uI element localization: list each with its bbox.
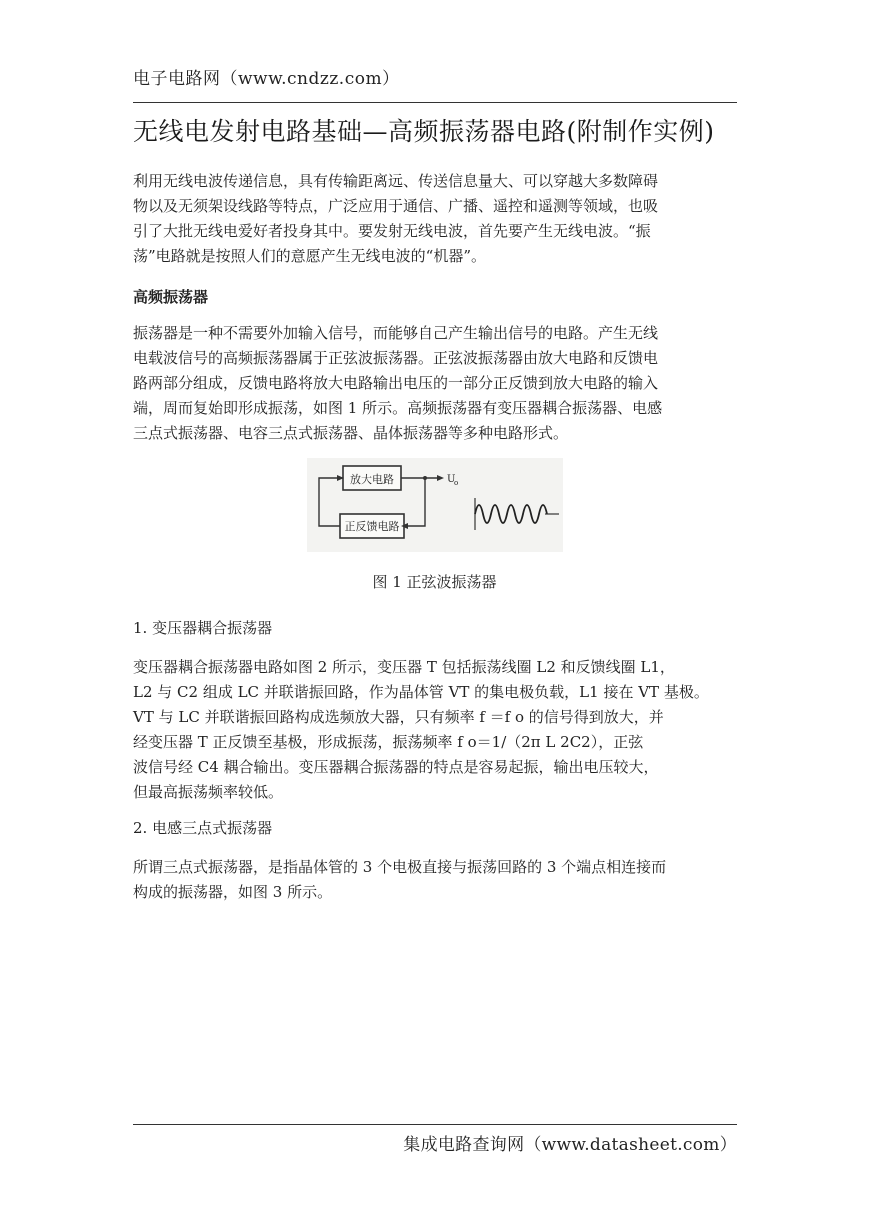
sub1-line: 波信号经 C4 耦合输出。变压器耦合振荡器的特点是容易起振，输出电压较大， xyxy=(133,758,659,776)
section-line: 三点式振荡器、电容三点式振荡器、晶体振荡器等多种电路形式。 xyxy=(133,424,569,442)
section-heading: 高频振荡器 xyxy=(133,288,209,306)
oscillator-diagram xyxy=(307,458,563,552)
sub1-line: 经变压器 T 正反馈至基极，形成振荡，振荡频率 f o＝1/（2π L 2C2），正弦 xyxy=(133,733,644,751)
page-title: 无线电发射电路基础—高频振荡器电路(附制作实例) xyxy=(133,117,715,146)
section-line: 振荡器是一种不需要外加输入信号，而能够自己产生输出信号的电路。产生无线 xyxy=(133,324,659,342)
footer-divider xyxy=(133,1124,737,1125)
footer-site-name: 集成电路查询网（www.datasheet.com） xyxy=(403,1135,737,1155)
sub2-line: 构成的振荡器，如图 3 所示。 xyxy=(133,883,333,901)
intro-line: 利用无线电波传递信息，具有传输距离远、传送信息量大、可以穿越大多数障碍 xyxy=(133,172,659,190)
sub1-line: L2 与 C2 组成 LC 并联谐振回路，作为晶体管 VT 的集电极负载，L1 接在 VT 基极。 xyxy=(133,683,709,701)
intro-line: 物以及无须架设线路等特点，广泛应用于通信、广播、遥控和遥测等领域，也吸 xyxy=(133,197,659,215)
sub1-line: 但最高振荡频率较低。 xyxy=(133,783,284,801)
output-voltage-label: U xyxy=(447,474,456,485)
subsection-2-paragraph xyxy=(133,855,737,905)
feedback-input-wire xyxy=(404,478,425,526)
subsection-1-paragraph xyxy=(133,655,737,805)
output-arrow xyxy=(437,475,444,481)
section-paragraph xyxy=(133,321,737,446)
sine-waveform xyxy=(475,505,547,523)
section-line: 路两部分组成，反馈电路将放大电路输出电压的一部分正反馈到放大电路的输入 xyxy=(133,374,659,392)
section-line: 端，周而复始即形成振荡，如图 1 所示。高频振荡器有变压器耦合振荡器、电感 xyxy=(133,399,663,417)
intro-line: 荡”电路就是按照人们的意愿产生无线电波的“机器”。 xyxy=(133,247,487,265)
intro-line: 引了大批无线电爱好者投身其中。要发射无线电波，首先要产生无线电波。“振 xyxy=(133,222,651,240)
section-line: 电载波信号的高频振荡器属于正弦波振荡器。正弦波振荡器由放大电路和反馈电 xyxy=(133,349,659,367)
sub1-line: 变压器耦合振荡器电路如图 2 所示，变压器 T 包括振荡线圈 L2 和反馈线圈 L1， xyxy=(133,658,675,676)
output-voltage-subscript: o xyxy=(454,479,459,487)
feedback-label: 正反馈电路 xyxy=(344,520,400,533)
intro-paragraph xyxy=(133,169,737,269)
header-site-name: 电子电路网（www.cndzz.com） xyxy=(133,69,400,89)
sub2-line: 所谓三点式振荡器，是指晶体管的 3 个电极直接与振荡回路的 3 个端点相连接而 xyxy=(133,858,667,876)
subsection-1-heading: 1. 变压器耦合振荡器 xyxy=(133,619,273,637)
header-divider xyxy=(133,102,737,103)
amplifier-label: 放大电路 xyxy=(350,473,394,486)
subsection-2-heading: 2. 电感三点式振荡器 xyxy=(133,819,273,837)
oscillator-figure xyxy=(307,458,563,552)
figure-caption: 图 1 正弦波振荡器 xyxy=(372,573,497,591)
sub1-line: VT 与 LC 并联谐振回路构成选频放大器，只有频率 f ＝f o 的信号得到放大，并 xyxy=(133,708,664,726)
